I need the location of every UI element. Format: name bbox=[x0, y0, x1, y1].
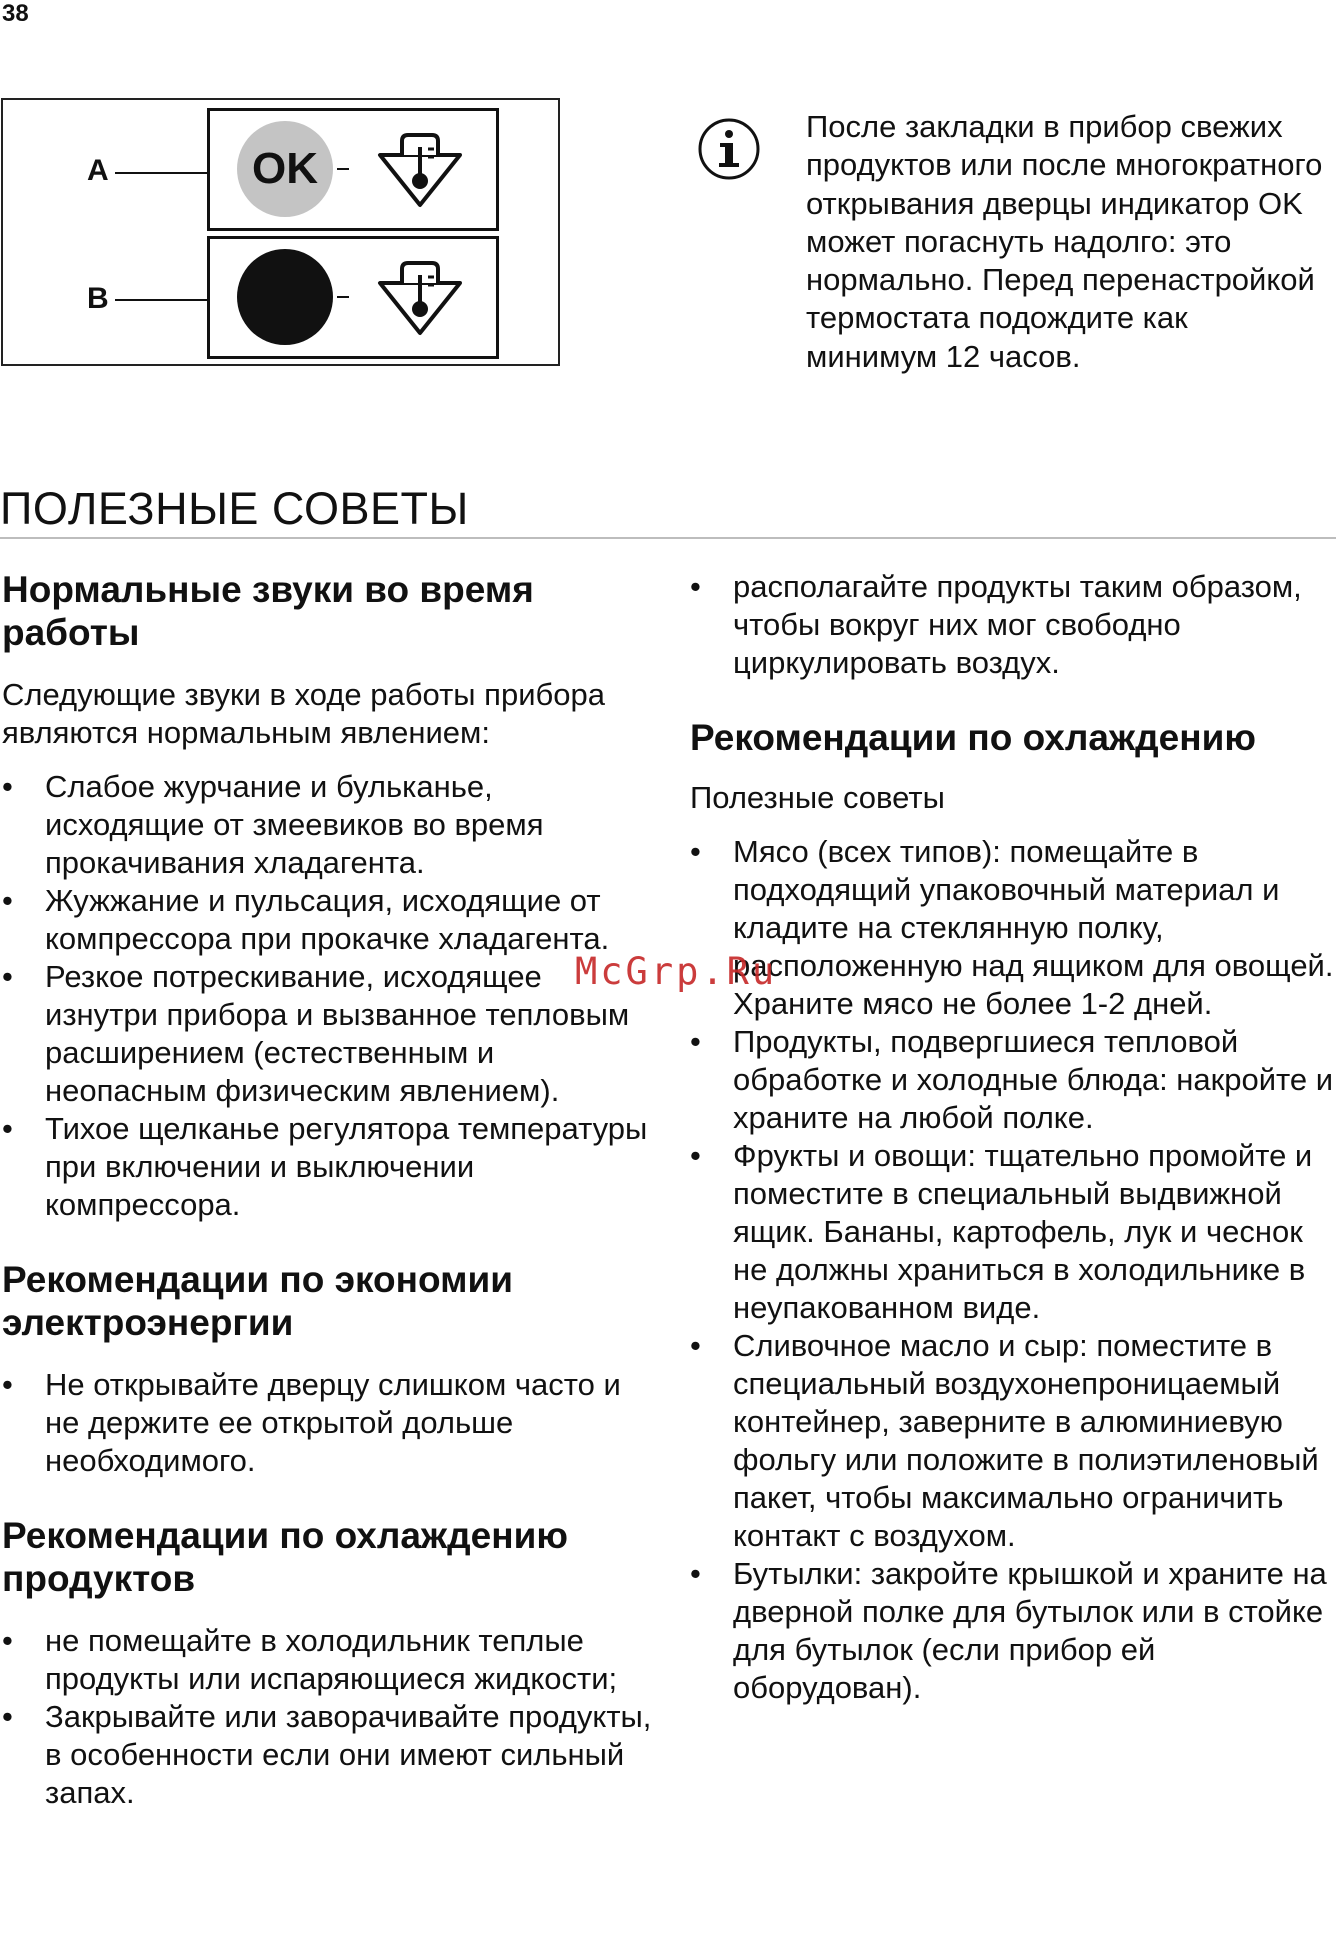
cooling-heading: Рекомендации по охлаждению bbox=[690, 717, 1256, 758]
list-item bbox=[690, 833, 1334, 1023]
callout-a-letter: A bbox=[87, 154, 109, 187]
bullet: • bbox=[2, 769, 13, 804]
bullet: • bbox=[2, 883, 13, 918]
sounds-list bbox=[2, 768, 654, 1224]
list-item-text: не помещайте в холодильник теплые продукты или испаряющиеся жидкости; bbox=[45, 1623, 618, 1696]
list-item bbox=[2, 768, 654, 882]
off-indicator-light bbox=[237, 249, 333, 345]
list-item-text: Не открывайте дверцу слишком часто и не держите ее открытой дольше необходимого. bbox=[45, 1367, 621, 1478]
sounds-heading: Нормальные звуки во время работы bbox=[2, 569, 534, 653]
list-item bbox=[2, 882, 654, 958]
list-item bbox=[690, 1137, 1334, 1327]
temperature-indicator-icon bbox=[374, 125, 466, 211]
page-number: 38 bbox=[2, 0, 29, 27]
bullet: • bbox=[2, 959, 13, 994]
bullet: • bbox=[690, 834, 701, 869]
info-note-text: После закладки в прибор свежих продуктов или после многократного открывания дверцы индикатор OK может погаснуть надолго: это нормально. Перед перенастройкой термостата подождите как минимум 12 часов. bbox=[806, 109, 1323, 374]
list-item-text: располагайте продукты таким образом, чтобы вокруг них мог свободно циркулировать воздух. bbox=[733, 569, 1302, 680]
list-item-text: Продукты, подвергшиеся тепловой обработке и холодные блюда: накройте и храните на любой полке. bbox=[733, 1024, 1334, 1135]
list-item bbox=[2, 1366, 654, 1480]
bullet: • bbox=[690, 1328, 701, 1363]
right-column bbox=[690, 568, 1334, 1707]
list-item-text: Фрукты и овощи: тщательно промойте и поместите в специальный выдвижной ящик. Бананы, картофель, лук и чеснок не должны храниться в холодильнике в неупакованном виде. bbox=[733, 1138, 1313, 1325]
list-item bbox=[2, 1622, 654, 1698]
bullet: • bbox=[2, 1367, 13, 1402]
list-item-text: Закрывайте или заворачивайте продукты, в особенности если они имеют сильный запах. bbox=[45, 1699, 652, 1810]
left-column bbox=[2, 568, 654, 1812]
food-cooling-heading: Рекомендации по охлаждению продуктов bbox=[2, 1515, 568, 1599]
list-item-text: Жужжание и пульсация, исходящие от компрессора при прокачке хладагента. bbox=[45, 883, 610, 956]
list-item bbox=[690, 1327, 1334, 1555]
list-item bbox=[690, 1555, 1334, 1707]
list-item bbox=[2, 1698, 654, 1812]
list-item bbox=[2, 958, 654, 1110]
bullet: • bbox=[690, 1024, 701, 1059]
indicator-panel-a bbox=[207, 108, 499, 231]
cooling-list bbox=[690, 833, 1334, 1707]
callout-b-letter: B bbox=[87, 282, 109, 315]
watermark: McGrp.Ru bbox=[575, 950, 778, 993]
ok-indicator-label: OK bbox=[252, 144, 318, 193]
bullet: • bbox=[690, 1138, 701, 1173]
bullet: • bbox=[2, 1111, 13, 1146]
list-item bbox=[2, 1110, 654, 1224]
cooling-subheading: Полезные советы bbox=[690, 780, 945, 815]
bullet: • bbox=[690, 1556, 701, 1591]
indicator-figure bbox=[1, 98, 560, 366]
list-item-text: Тихое щелканье регулятора температуры при включении и выключении компрессора. bbox=[45, 1111, 648, 1222]
section-divider bbox=[0, 537, 1336, 539]
list-item-text: Сливочное масло и сыр: поместите в специальный воздухонепроницаемый контейнер, заверните в алюминиевую фольгу или положите в полиэтиленовый пакет, чтобы максимально ограничить контакт с воздухом. bbox=[733, 1328, 1319, 1553]
list-item-text: Слабое журчание и бульканье, исходящие от змеевиков во время прокачивания хладагента. bbox=[45, 769, 544, 880]
indicator-dash bbox=[337, 168, 349, 170]
energy-heading: Рекомендации по экономии электроэнергии bbox=[2, 1259, 513, 1343]
bullet: • bbox=[690, 569, 701, 604]
sounds-intro: Следующие звуки в ходе работы прибора являются нормальным явлением: bbox=[2, 677, 605, 750]
list-item-text: Бутылки: закройте крышкой и храните на дверной полке для бутылок или в стойке для бутылок (если прибор ей оборудован). bbox=[733, 1556, 1327, 1705]
bullet: • bbox=[2, 1699, 13, 1734]
info-icon bbox=[697, 117, 761, 181]
indicator-panel-b bbox=[207, 236, 499, 359]
temperature-indicator-icon bbox=[374, 253, 466, 339]
food-cooling-list-continued bbox=[690, 568, 1334, 682]
energy-list bbox=[2, 1366, 654, 1480]
list-item-text: Мясо (всех типов): помещайте в подходящий упаковочный материал и кладите на стеклянную полку, расположенную над ящиком для овощей. Храните мясо не более 1-2 дней. bbox=[733, 834, 1334, 1021]
list-item bbox=[690, 1023, 1334, 1137]
list-item-text: Резкое потрескивание, исходящее изнутри прибора и вызванное тепловым расширением (естественным и неопасным физическим явлением). bbox=[45, 959, 630, 1108]
bullet: • bbox=[2, 1623, 13, 1658]
indicator-dash bbox=[337, 296, 349, 298]
list-item bbox=[690, 568, 1334, 682]
food-cooling-list bbox=[2, 1622, 654, 1812]
section-title: ПОЛЕЗНЫЕ СОВЕТЫ bbox=[0, 483, 469, 534]
ok-indicator-light bbox=[237, 121, 333, 217]
